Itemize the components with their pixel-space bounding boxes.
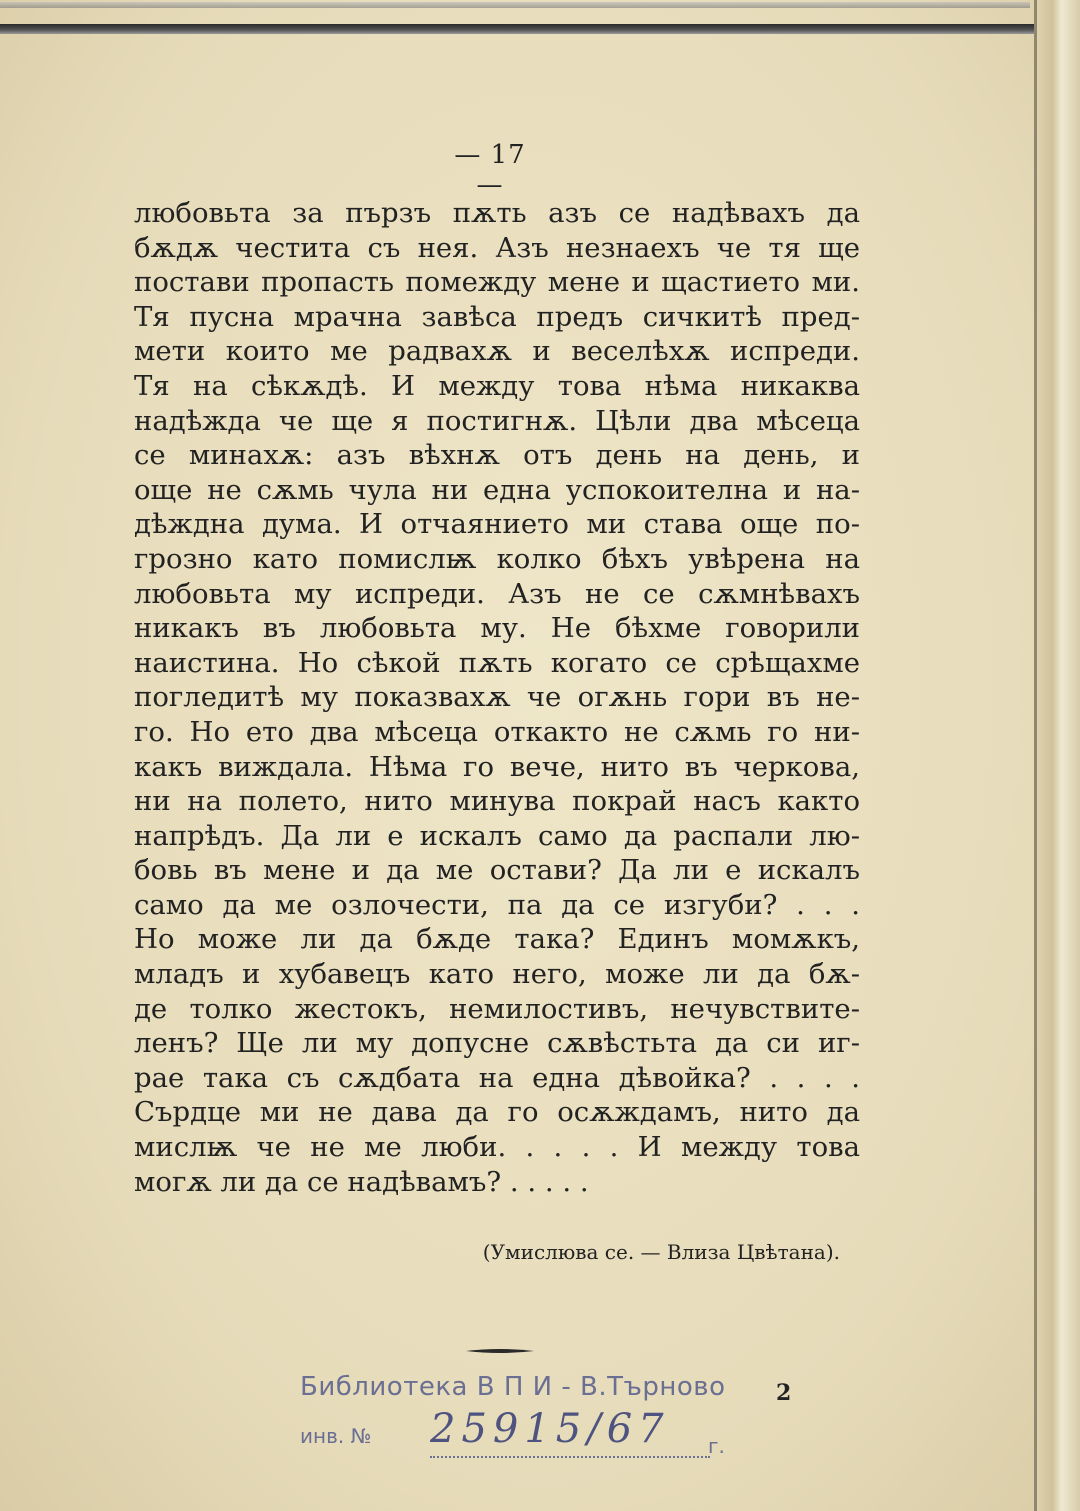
text-line: дѣждна дума. И отчаянието ми става още по- <box>134 508 860 541</box>
top-edge-strip <box>0 2 1030 8</box>
text-line: още не сѫмь чула ни една успокоителна и на- <box>134 473 860 506</box>
text-line: мети които ме радвахѫ и веселѣхѫ испреди. <box>134 335 860 368</box>
text-line: Но може ли да бѫде така? Единъ момѫкъ, <box>134 923 860 956</box>
text-line: го. Но ето два мѣсеца откакто не сѫмь го ни- <box>134 715 860 748</box>
text-line: рае така съ сѫдбата на една дѣвойка? . . . . <box>134 1061 860 1094</box>
text-line: любовьта за пързъ пѫть азъ се надѣвахъ да <box>134 197 860 229</box>
text-line: Сърдце ми не дава да го осѫждамъ, нито да <box>134 1096 860 1129</box>
text-line: могѫ ли да се надѣвамъ? . . . . . <box>134 1165 589 1198</box>
text-line: мислѭ че не ме люби. . . . . И между това <box>134 1131 860 1164</box>
text-line: бовь въ мене и да ме остави? Да ли е искалъ <box>134 854 860 887</box>
text-line: погледитѣ му показвахѫ че огѫнь гори въ не- <box>134 681 860 714</box>
text-line: Тя на сѣкѫдѣ. И между това нѣма никаква <box>134 369 860 402</box>
stamp-library-name: Библиотека В П И - В.Търново <box>300 1372 726 1402</box>
text-line: ни на полето, нито минува покрай насъ както <box>134 785 860 818</box>
binding-edge <box>1034 0 1080 1511</box>
text-line: де толко жестокъ, немилостивъ, нечувствите- <box>134 992 860 1025</box>
stage-direction: (Умислюва се. — Влиза Цвѣтана). <box>482 1240 840 1264</box>
text-line: младъ и хубавецъ като него, може ли да бѫ- <box>134 958 860 991</box>
text-line: наистина. Но сѣкой пѫть когато се срѣщахме <box>134 646 860 679</box>
text-line: постави пропасть помежду мене и щастието ми. <box>134 266 860 299</box>
signature-mark: 2 <box>776 1380 792 1406</box>
text-line: никакъ въ любовьта му. Не бѣхме говорили <box>134 612 860 645</box>
text-line: грозно като помислѭ колко бѣхъ увѣрена на <box>134 542 860 575</box>
text-line: се минахѫ: азъ вѣхнѫ отъ день на день, и <box>134 439 860 472</box>
text-line: напрѣдъ. Да ли е искалъ само да распали лю- <box>134 819 860 852</box>
text-line: любовьта му испреди. Азъ не се сѫмнѣвахъ <box>134 577 860 610</box>
text-line: какъ виждала. Нѣма го вече, нито въ черкова, <box>134 750 860 783</box>
top-border-rule <box>0 24 1035 34</box>
body-text <box>134 196 860 1199</box>
text-line: надѣжда че ще я постигнѫ. Цѣли два мѣсеца <box>134 404 860 437</box>
stamp-inventory-number: 25915/67 <box>430 1406 710 1458</box>
text-line: Тя пусна мрачна завѣса предъ сичкитѣ пред- <box>134 300 860 333</box>
stamp-inventory-label: инв. № <box>300 1424 372 1448</box>
stamp-year-suffix: г. <box>708 1434 725 1458</box>
text-line: само да ме озлочести, па да се изгуби? . . . <box>134 888 860 921</box>
ornament-rule-icon <box>466 1348 534 1354</box>
page-number: — 17 — <box>454 140 526 200</box>
text-line: бѫдѫ честита съ нея. Азъ незнаехъ че тя ще <box>134 231 860 264</box>
text-line: ленъ? Ще ли му допусне сѫвѣстьта да си иг- <box>134 1027 860 1060</box>
library-stamp <box>300 1372 740 1482</box>
